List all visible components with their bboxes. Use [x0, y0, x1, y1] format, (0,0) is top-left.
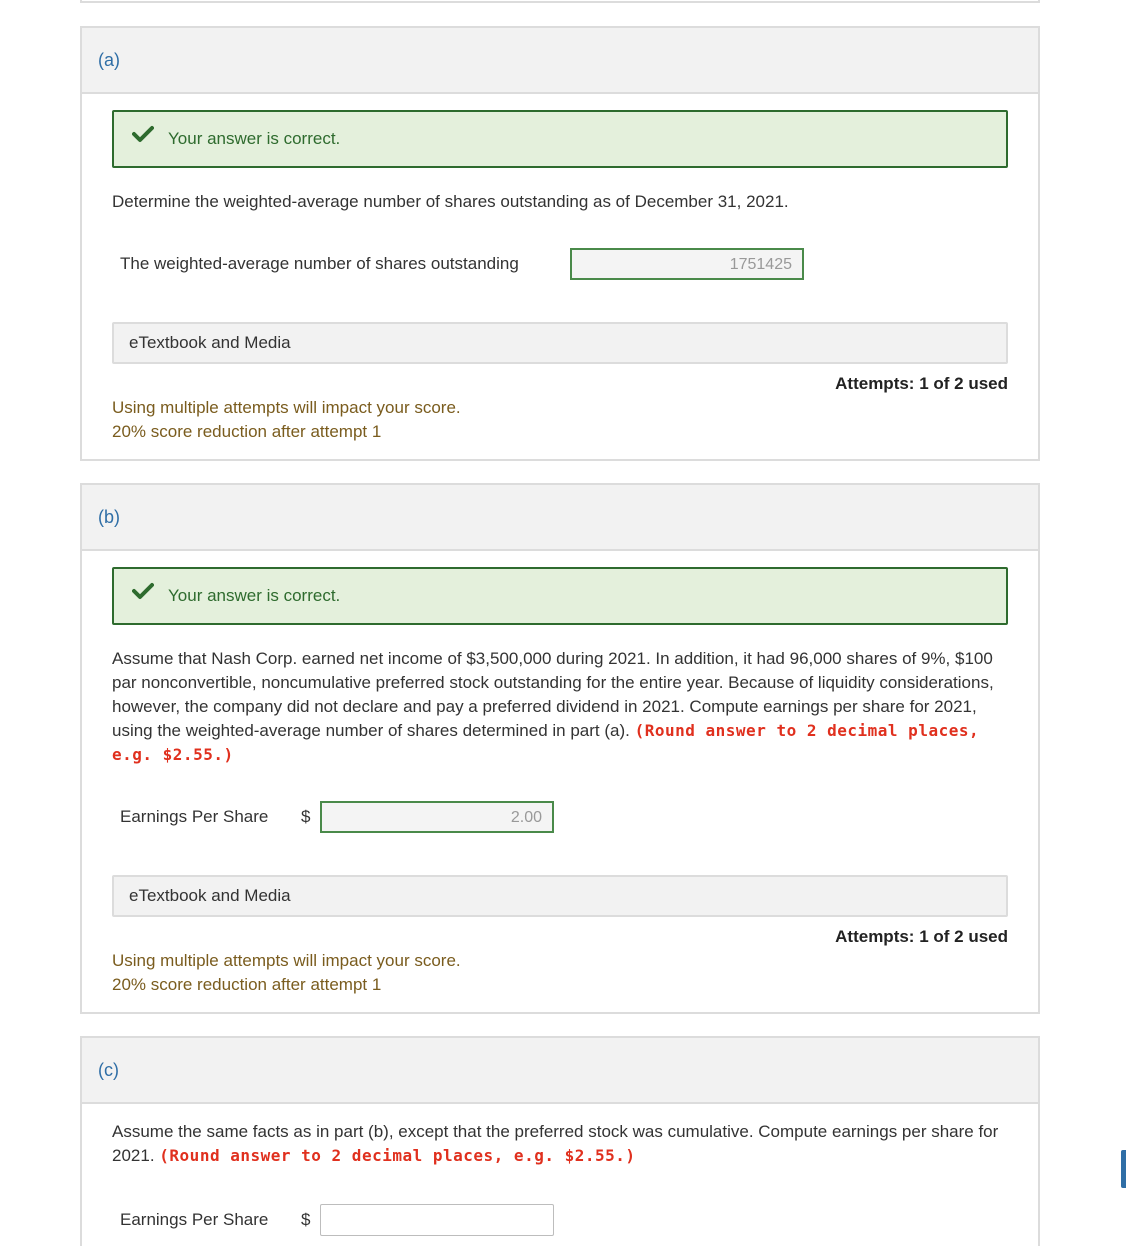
part-a-question: Determine the weighted-average number of shares outstanding as of December 31, 2021. — [112, 192, 789, 211]
part-a-label: (a) — [98, 50, 120, 70]
part-b-etextbook-media[interactable]: eTextbook and Media — [112, 875, 1008, 917]
part-b-answer-value: 2.00 — [510, 809, 542, 826]
part-a-correct-banner — [112, 110, 1008, 168]
part-b-currency-symbol: $ — [301, 807, 311, 826]
checkmark-icon — [132, 125, 154, 143]
part-b-round-note: (Round answer to 2 decimal places, e.g. $2.55.) — [112, 721, 980, 764]
part-a-attempts: Attempts: 1 of 2 used — [835, 374, 1008, 393]
part-c-answer-field[interactable] — [320, 1204, 554, 1236]
part-a-field-label: The weighted-average number of shares outstanding — [120, 254, 519, 273]
part-b-attempts: Attempts: 1 of 2 used — [835, 927, 1008, 946]
part-c-currency-symbol: $ — [301, 1210, 311, 1229]
part-b-penalty-note — [112, 949, 461, 997]
part-a-answer-field[interactable] — [570, 248, 804, 280]
part-a-correct-text: Your answer is correct. — [168, 129, 341, 148]
part-c-question — [112, 1120, 1012, 1168]
part-c-label: (c) — [98, 1060, 119, 1080]
part-c-field-label: Earnings Per Share — [120, 1210, 269, 1229]
part-a-penalty-line2: 20% score reduction after attempt 1 — [112, 422, 382, 441]
part-b-question — [112, 647, 1012, 767]
part-b-penalty-line1: Using multiple attempts will impact your score. — [112, 951, 461, 970]
scroll-indicator[interactable] — [1121, 1150, 1126, 1188]
part-c-question-text: Assume the same facts as in part (b), except that the preferred stock was cumulative. Compute earnings per share for 2021. — [112, 1122, 999, 1165]
part-a-answer-value: 1751425 — [729, 256, 792, 273]
part-b-correct-text: Your answer is correct. — [168, 586, 341, 605]
part-b-penalty-line2: 20% score reduction after attempt 1 — [112, 975, 382, 994]
part-a-penalty-note — [112, 396, 461, 444]
part-a-panel — [80, 26, 1040, 461]
part-b-question-text: Assume that Nash Corp. earned net income of $3,500,000 during 2021. In addition, it had 96,000 shares of 9%, $100 par nonconvertible, noncumulative preferred stock outstanding for the entire year. Because of liquidity considerations, however, the company did not declare and pay a preferred dividend in 2021. Compute earnings per share for 2021, using the weighted-average number of shares determined in part (a). — [112, 649, 994, 740]
part-b-header[interactable] — [82, 485, 1038, 551]
part-a-etextbook-media[interactable]: eTextbook and Media — [112, 322, 1008, 364]
part-b-panel — [80, 483, 1040, 1014]
part-a-header[interactable] — [82, 28, 1038, 94]
part-c-round-note: (Round answer to 2 decimal places, e.g. $2.55.) — [159, 1146, 636, 1165]
previous-section-edge — [80, 0, 1040, 3]
part-c-panel — [80, 1036, 1040, 1246]
part-b-correct-banner — [112, 567, 1008, 625]
part-c-header[interactable] — [82, 1038, 1038, 1104]
part-b-field-label: Earnings Per Share — [120, 807, 269, 826]
checkmark-icon — [132, 582, 154, 600]
part-a-penalty-line1: Using multiple attempts will impact your score. — [112, 398, 461, 417]
part-b-label: (b) — [98, 507, 120, 527]
part-b-answer-field[interactable] — [320, 801, 554, 833]
